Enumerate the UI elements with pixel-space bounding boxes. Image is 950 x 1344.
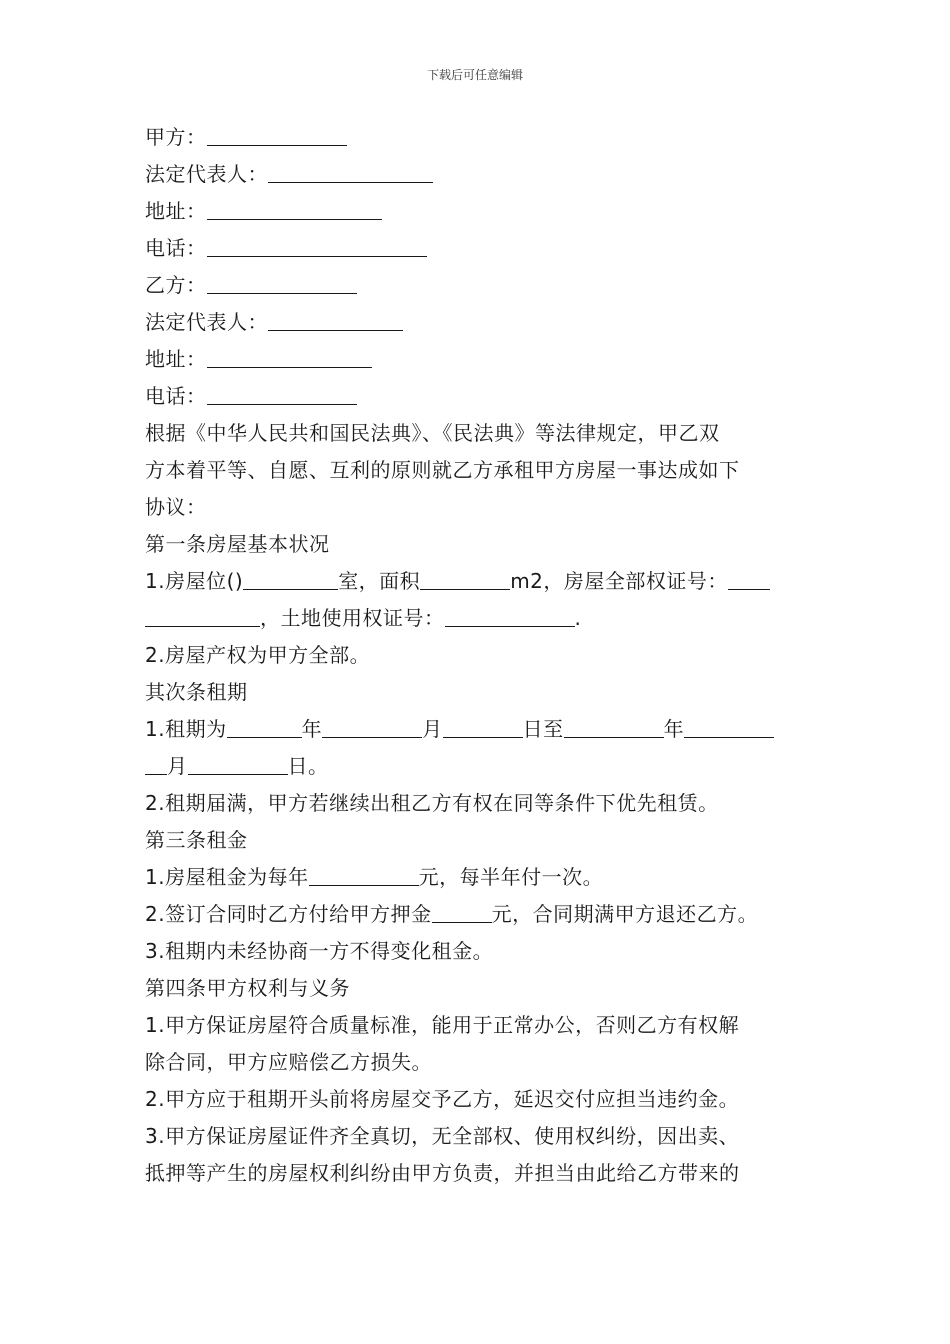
party-b-label: 乙方： bbox=[145, 273, 207, 297]
text-segment: 月 bbox=[422, 717, 443, 741]
rep-b-blank bbox=[268, 308, 403, 331]
article-3-item-2 bbox=[145, 896, 810, 933]
article-1-title: 第一条房屋基本状况 bbox=[145, 532, 330, 556]
land-cert-blank bbox=[445, 604, 575, 627]
text-segment: 日至 bbox=[522, 717, 564, 741]
article-3-item-1 bbox=[145, 859, 810, 896]
intro-line-2: 方本着平等、自愿、互利的原则就乙方承租甲方房屋一事达成如下 bbox=[145, 458, 740, 482]
party-a-line bbox=[145, 119, 810, 156]
phone-a-blank bbox=[207, 234, 427, 257]
article-1-item-2: 2.房屋产权为甲方全部。 bbox=[145, 643, 371, 667]
addr-b-line bbox=[145, 341, 810, 378]
addr-b-label: 地址： bbox=[145, 347, 207, 371]
article-1-item-1-line-2 bbox=[145, 600, 810, 637]
rep-b-label: 法定代表人： bbox=[145, 310, 268, 334]
addr-b-blank bbox=[207, 345, 372, 368]
phone-a-label: 电话： bbox=[145, 236, 207, 260]
text-segment: . bbox=[574, 606, 582, 630]
text-segment: 元，合同期满甲方退还乙方。 bbox=[491, 902, 759, 926]
article-4-item-1-line-2: 除合同，甲方应赔偿乙方损失。 bbox=[145, 1050, 432, 1074]
location-blank bbox=[243, 567, 338, 590]
article-4-item-2: 2.甲方应于租期开头前将房屋交予乙方，延迟交付应担当违约金。 bbox=[145, 1087, 740, 1111]
text-segment: 年 bbox=[663, 717, 685, 741]
intro-line-3: 协议： bbox=[145, 495, 207, 519]
text-segment: 1.房屋位() bbox=[145, 569, 244, 593]
start-month-blank bbox=[322, 715, 422, 738]
phone-b-line bbox=[145, 378, 810, 415]
text-segment: ，土地使用权证号： bbox=[260, 606, 445, 630]
end-year-blank bbox=[564, 715, 664, 738]
article-4-title: 第四条甲方权利与义务 bbox=[145, 976, 350, 1000]
ownership-cert-blank-cont bbox=[145, 604, 260, 627]
addr-a-line bbox=[145, 193, 810, 230]
party-a-label: 甲方： bbox=[145, 125, 207, 149]
article-3-item-3: 3.租期内未经协商一方不得变化租金。 bbox=[145, 939, 494, 963]
article-2-title: 其次条租期 bbox=[145, 680, 248, 704]
text-segment: m2，房屋全部权证号： bbox=[510, 569, 728, 593]
text-segment: 2.签订合同时乙方付给甲方押金 bbox=[145, 902, 432, 926]
text-segment: 1.租期为 bbox=[145, 717, 227, 741]
text-segment: 室，面积 bbox=[338, 569, 421, 593]
text-segment: 日。 bbox=[287, 754, 329, 778]
party-a-blank bbox=[207, 123, 347, 146]
article-3-title: 第三条租金 bbox=[145, 828, 248, 852]
article-1-item-1-line-1 bbox=[145, 563, 810, 600]
rep-a-label: 法定代表人： bbox=[145, 162, 268, 186]
rep-a-blank bbox=[268, 160, 433, 183]
phone-b-label: 电话： bbox=[145, 384, 207, 408]
end-month-blank-cont bbox=[145, 752, 167, 775]
ownership-cert-blank bbox=[728, 567, 770, 590]
end-month-blank bbox=[684, 715, 774, 738]
rep-b-line bbox=[145, 304, 810, 341]
article-4-item-3-line-2: 抵押等产生的房屋权利纠纷由甲方负责，并担当由此给乙方带来的 bbox=[145, 1161, 740, 1185]
party-b-blank bbox=[207, 271, 357, 294]
phone-b-blank bbox=[207, 382, 357, 405]
start-day-blank bbox=[443, 715, 523, 738]
text-segment: 年 bbox=[301, 717, 323, 741]
rep-a-line bbox=[145, 156, 810, 193]
text-segment: 元，每半年付一次。 bbox=[418, 865, 604, 889]
party-b-line bbox=[145, 267, 810, 304]
deposit-blank bbox=[432, 900, 492, 923]
article-2-item-2: 2.租期届满，甲方若继续出租乙方有权在同等条件下优先租赁。 bbox=[145, 791, 719, 815]
annual-rent-blank bbox=[309, 863, 419, 886]
intro-line-1: 根据《中华人民共和国民法典》、《民法典》等法律规定，甲乙双 bbox=[145, 421, 720, 445]
article-4-item-3-line-1: 3.甲方保证房屋证件齐全真切，无全部权、使用权纠纷，因出卖、 bbox=[145, 1124, 740, 1148]
end-day-blank bbox=[188, 752, 288, 775]
addr-a-blank bbox=[207, 197, 382, 220]
page-header: 下载后可任意编辑 bbox=[426, 68, 523, 82]
article-2-item-1-line-1 bbox=[145, 711, 810, 748]
start-year-blank bbox=[227, 715, 302, 738]
phone-a-line bbox=[145, 230, 810, 267]
addr-a-label: 地址： bbox=[145, 199, 207, 223]
text-segment: 月 bbox=[167, 754, 188, 778]
area-blank bbox=[420, 567, 510, 590]
text-segment: 1.房屋租金为每年 bbox=[145, 865, 309, 889]
contract-body bbox=[145, 119, 810, 1192]
article-4-item-1-line-1: 1.甲方保证房屋符合质量标准，能用于正常办公，否则乙方有权解 bbox=[145, 1013, 740, 1037]
article-2-item-1-line-2 bbox=[145, 748, 810, 785]
